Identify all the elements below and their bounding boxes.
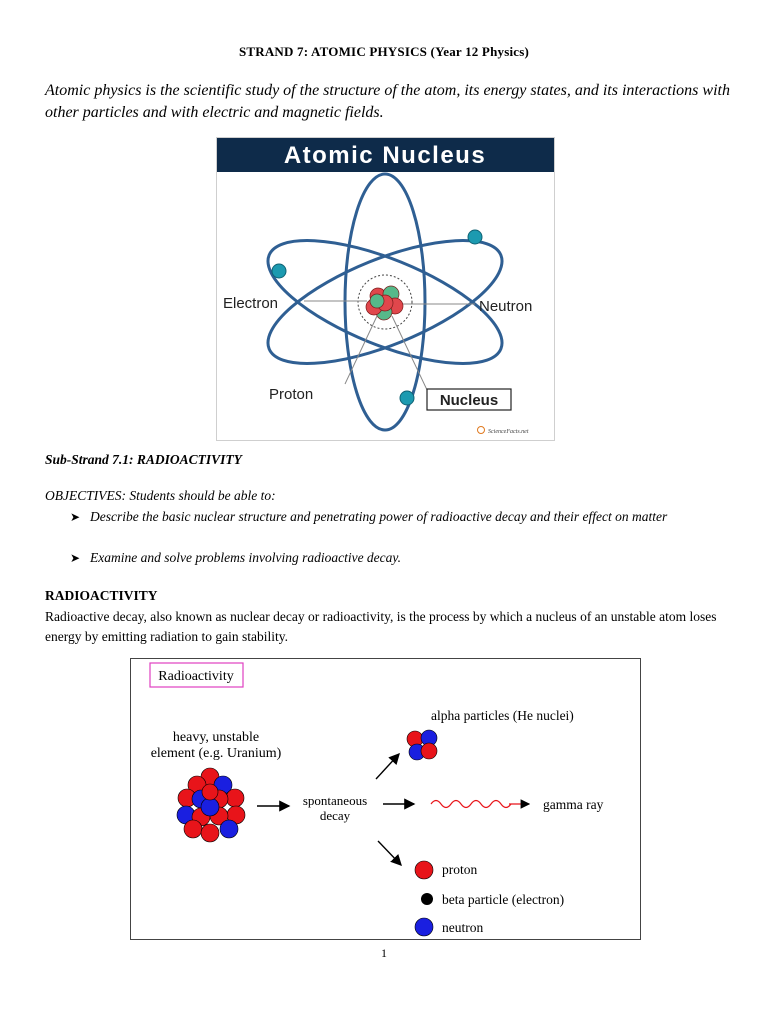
credit-logo-icon (478, 427, 485, 434)
heavy-element-line-1: heavy, unstable (172, 730, 260, 745)
label-nucleus: Nucleus (439, 392, 499, 409)
objective-text-1: Describe the basic nuclear structure and penetrating power of radioactive decay and their effect on matter (90, 509, 668, 524)
decay-label-line-2: decay (319, 808, 351, 823)
label-electron: Electron (223, 295, 279, 312)
alpha-label: alpha particles (He nuclei) (431, 708, 574, 723)
neutron-label: neutron (442, 920, 484, 935)
radioactivity-paragraph: Radioactive decay, also known as nuclear decay or radioactivity, is the process by which a nucleus of an unstable atom loses energy by emitting radiation to gain stability. (45, 609, 717, 644)
intro-paragraph: Atomic physics is the scientific study of the structure of the atom, its energy states, and its interactions with other particles and with electric and magnetic fields. (45, 82, 730, 121)
bullet-arrow-icon: ➤ (70, 551, 81, 565)
substrand-heading: Sub-Strand 7.1: RADIOACTIVITY (45, 452, 242, 467)
beta-label: beta particle (electron) (442, 892, 565, 907)
objective-item-2 (70, 548, 710, 568)
neutron-icon (415, 918, 433, 936)
bullet-arrow-icon: ➤ (70, 510, 81, 524)
objective-text-2: Examine and solve problems involving radioactive decay. (90, 550, 402, 565)
decay-label-line-1: spontaneous (302, 793, 368, 808)
label-proton: Proton (269, 386, 314, 403)
objective-item-1 (70, 507, 710, 547)
alpha-particle-icon (407, 730, 437, 760)
label-neutron: Neutron (479, 298, 533, 315)
arrow-to-particles (378, 841, 401, 865)
figure-label: Radioactivity (158, 669, 234, 684)
heavy-nucleus-icon (177, 768, 245, 842)
radioactivity-heading: RADIOACTIVITY (45, 588, 158, 603)
gamma-wave-icon (431, 801, 511, 808)
beta-particle-icon (421, 893, 433, 905)
document-title: STRAND 7: ATOMIC PHYSICS (Year 12 Physics) (238, 44, 530, 59)
page-number: 1 (381, 946, 387, 960)
figure-banner-title: Atomic Nucleus (283, 142, 487, 169)
figure-credit: ScienceFacts.net (488, 429, 529, 435)
radioactivity-diagram (131, 659, 640, 939)
objectives-intro: OBJECTIVES: Students should be able to: (45, 488, 276, 503)
heavy-element-line-2: element (e.g. Uranium) (150, 746, 282, 761)
atomic-nucleus-diagram (217, 138, 554, 440)
gamma-label: gamma ray (543, 797, 604, 812)
proton-label: proton (442, 862, 478, 877)
proton-icon (415, 861, 433, 879)
radioactivity-figure (130, 658, 641, 940)
atomic-nucleus-figure (216, 137, 555, 441)
arrow-to-alpha (376, 754, 399, 779)
